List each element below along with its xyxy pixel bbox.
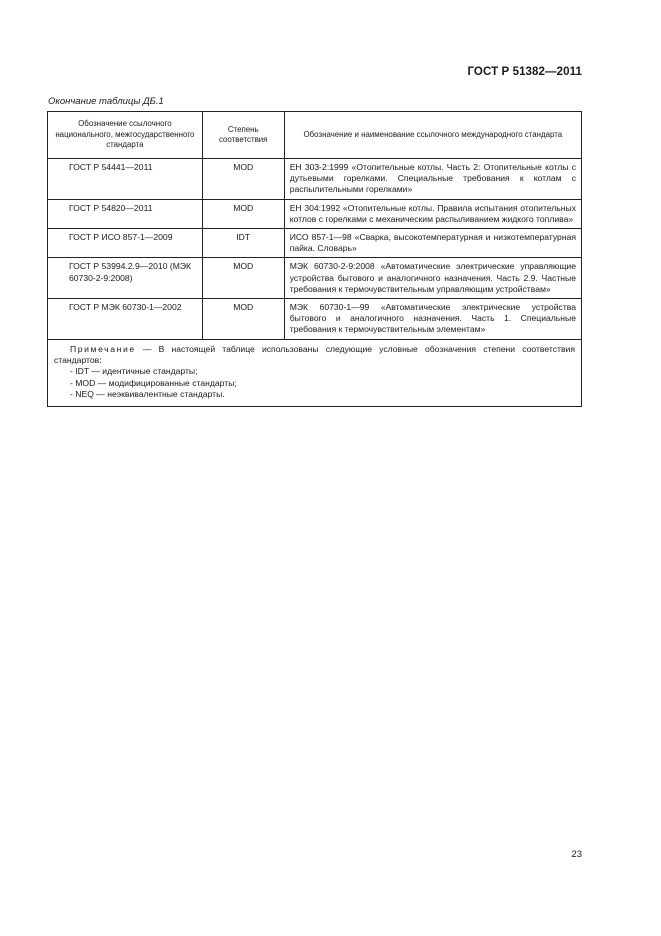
table-caption: Окончание таблицы ДБ.1 (48, 96, 164, 107)
table-row (48, 299, 582, 340)
degree-cell: MOD (202, 299, 284, 340)
table-note-row (48, 339, 582, 406)
table-header-row (48, 112, 582, 159)
column-header-degree: Степень соответствия (202, 112, 284, 159)
table-note (48, 339, 582, 406)
note-item-mod: - MOD — модифицированные стандарты; (70, 377, 237, 388)
column-header-national: Обозначение ссылочного национального, межгосударственного стандарта (48, 112, 203, 159)
national-standard-cell: ГОСТ Р ИСО 857-1—2009 (48, 229, 203, 258)
column-header-international: Обозначение и наименование ссылочного международного стандарта (284, 112, 581, 159)
page-number: 23 (571, 849, 582, 860)
note-item-idt: - IDT — идентичные стандарты; (70, 366, 198, 377)
national-standard-cell: ГОСТ Р МЭК 60730-1—2002 (48, 299, 203, 340)
international-standard-cell: ЕН 303-2:1999 «Отопительные котлы. Часть 2: Отопительные котлы с дутьевыми горелками. Специальные требования к котлам с распылительными горелками» (284, 159, 581, 200)
degree-cell: MOD (202, 258, 284, 299)
table-row (48, 229, 582, 258)
degree-cell: MOD (202, 159, 284, 200)
degree-cell: IDT (202, 229, 284, 258)
note-text: — В настоящей таблице использованы следующие условные обозначения степени соответствия стандартов: (54, 343, 575, 366)
national-standard-cell: ГОСТ Р 53994.2.9—2010 (МЭК 60730-2-9:2008) (48, 258, 203, 299)
international-standard-cell: ЕН 304:1992 «Отопительные котлы. Правила испытания отопительных котлов с горелками с механическим распыливанием жидкого топлива» (284, 199, 581, 228)
table-row (48, 199, 582, 228)
note-title: Примечание (70, 343, 136, 354)
international-standard-cell: МЭК 60730-2-9:2008 «Автоматические электрические управляющие устройства бытового и аналогичного назначения. Часть 2.9. Частные требования к термочувствительным управляющим устройствам» (284, 258, 581, 299)
standards-table (47, 111, 582, 407)
international-standard-cell: МЭК 60730-1—99 «Автоматические электрические устройства бытового и аналогичного назначения. Часть 1. Специальные требования к термочувствительным элементам» (284, 299, 581, 340)
table-row (48, 258, 582, 299)
table-row (48, 159, 582, 200)
note-item-neq: - NEQ — неэквивалентные стандарты. (70, 389, 225, 400)
degree-cell: MOD (202, 199, 284, 228)
national-standard-cell: ГОСТ Р 54441—2011 (48, 159, 203, 200)
national-standard-cell: ГОСТ Р 54820—2011 (48, 199, 203, 228)
international-standard-cell: ИСО 857-1—98 «Сварка, высокотемпературная и низкотемпературная пайка. Словарь» (284, 229, 581, 258)
document-code: ГОСТ Р 51382—2011 (467, 66, 582, 78)
